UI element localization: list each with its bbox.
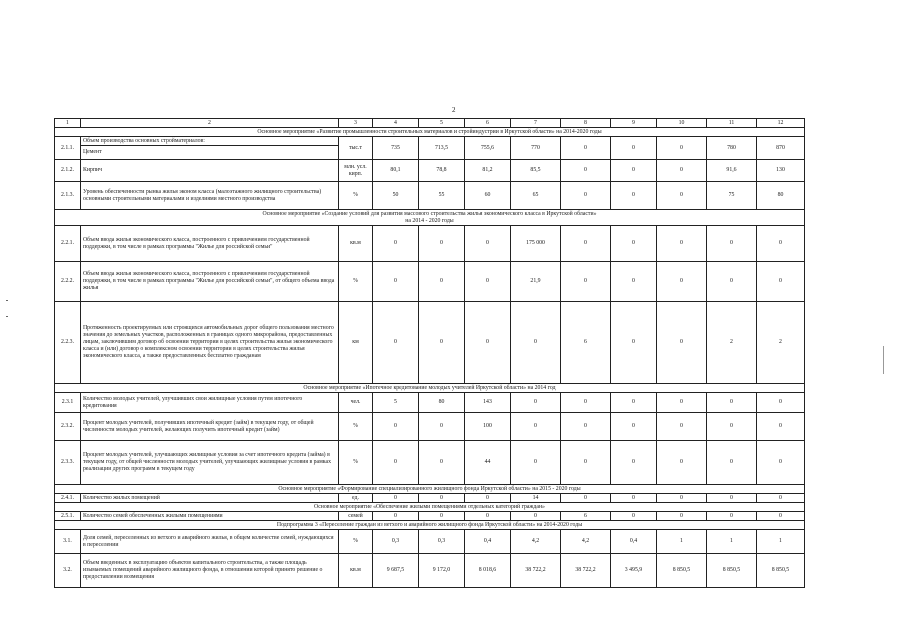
value-cell: 1 <box>757 530 805 554</box>
value-cell: 0 <box>707 494 757 503</box>
section-title: Основное мероприятие «Ипотечное кредитование молодых учителей Иркутской области» на 2014 год <box>55 384 805 393</box>
value-cell: 2 <box>707 302 757 384</box>
value-cell: 38 722,2 <box>511 554 561 588</box>
value-cell: 44 <box>465 441 511 485</box>
value-cell: 0 <box>373 512 419 521</box>
row-id: 2.2.3. <box>55 302 81 384</box>
value-cell: 0 <box>611 494 657 503</box>
table-row <box>55 302 805 384</box>
value-cell: 14 <box>511 494 561 503</box>
value-cell: 80 <box>419 393 465 413</box>
value-cell: 0 <box>561 160 611 182</box>
value-cell: 0,4 <box>611 530 657 554</box>
section-title-row <box>55 521 805 530</box>
value-cell: 1 <box>707 530 757 554</box>
value-cell: 8 018,6 <box>465 554 511 588</box>
value-cell: 0 <box>511 393 561 413</box>
value-cell: 175 000 <box>511 226 561 262</box>
value-cell: 0 <box>561 494 611 503</box>
header-cell: 3 <box>339 119 373 128</box>
row-label: Объем ввода жилья экономического класса, построенного с привлечением государственной поддержки, в том числе в рамках программы "Жилье для российской семьи" <box>81 226 339 262</box>
value-cell: 9 172,0 <box>419 554 465 588</box>
value-cell: 9 687,5 <box>373 554 419 588</box>
value-cell: 735 <box>373 137 419 160</box>
table-row <box>55 413 805 441</box>
value-cell: 0 <box>561 137 611 160</box>
row-unit: % <box>339 413 373 441</box>
value-cell: 0 <box>611 413 657 441</box>
row-unit: кв.м <box>339 226 373 262</box>
row-unit: тыс.т <box>339 137 373 160</box>
header-cell: 12 <box>757 119 805 128</box>
row-id: 2.3.1 <box>55 393 81 413</box>
value-cell: 0 <box>707 262 757 302</box>
header-cell: 9 <box>611 119 657 128</box>
value-cell: 100 <box>465 413 511 441</box>
value-cell: 0 <box>757 413 805 441</box>
value-cell: 0 <box>657 160 707 182</box>
row-id: 2.2.1. <box>55 226 81 262</box>
row-id: 2.4.1. <box>55 494 81 503</box>
value-cell: 0 <box>465 302 511 384</box>
header-cell: 6 <box>465 119 511 128</box>
table-body <box>55 119 805 588</box>
value-cell: 0 <box>757 393 805 413</box>
value-cell: 0 <box>611 160 657 182</box>
section-title: Основное мероприятие «Обеспечение жилыми помещениями отдельных категорий граждан» <box>55 503 805 512</box>
value-cell: 0,3 <box>419 530 465 554</box>
value-cell: 8 850,5 <box>757 554 805 588</box>
value-cell: 0 <box>373 262 419 302</box>
value-cell: 0,3 <box>373 530 419 554</box>
value-cell: 0 <box>373 413 419 441</box>
value-cell: 0 <box>611 182 657 210</box>
header-row <box>55 119 805 128</box>
value-cell: 0 <box>419 441 465 485</box>
value-cell: 4,2 <box>561 530 611 554</box>
value-cell: 0,4 <box>465 530 511 554</box>
value-cell: 0 <box>757 441 805 485</box>
value-cell: 65 <box>511 182 561 210</box>
table-row <box>55 441 805 485</box>
value-cell: 0 <box>657 137 707 160</box>
value-cell: 0 <box>419 413 465 441</box>
value-cell: 0 <box>465 494 511 503</box>
value-cell: 130 <box>757 160 805 182</box>
value-cell: 0 <box>611 302 657 384</box>
value-cell: 870 <box>757 137 805 160</box>
table-row <box>55 137 805 146</box>
row-id: 2.1.1. <box>55 137 81 160</box>
section-title-row <box>55 384 805 393</box>
value-cell: 0 <box>373 494 419 503</box>
row-unit: км <box>339 302 373 384</box>
value-cell: 0 <box>419 302 465 384</box>
value-cell: 0 <box>757 262 805 302</box>
value-cell: 8 850,5 <box>707 554 757 588</box>
section-title: Основное мероприятие «Развитие промышленности строительных материалов и стройиндустрии в Иркутской области» на 2014-2020 годы <box>55 128 805 137</box>
value-cell: 21,9 <box>511 262 561 302</box>
row-id: 2.3.3. <box>55 441 81 485</box>
row-label: Протяженность проектируемых или строящихся автомобильных дорог общего пользования местного значения до земельных участков, расположенных в границах одного микрорайона, предоставленных лицам, заключившим договор об освоении территории в целях строительства жилья экономического класса и (или) договор о комплексном освоении территории в целях строительства жилья экономического класса, а также предоставленных бесплатно гражданам <box>81 302 339 384</box>
section-title <box>55 210 805 226</box>
header-cell: 10 <box>657 119 707 128</box>
value-cell: 0 <box>757 494 805 503</box>
header-cell: 4 <box>373 119 419 128</box>
value-cell: 0 <box>465 226 511 262</box>
row-unit: семей <box>339 512 373 521</box>
value-cell: 75 <box>707 182 757 210</box>
header-cell: 1 <box>55 119 81 128</box>
value-cell: 0 <box>707 226 757 262</box>
scan-mark <box>883 346 884 374</box>
value-cell: 8 850,5 <box>657 554 707 588</box>
row-unit: % <box>339 530 373 554</box>
header-cell: 11 <box>707 119 757 128</box>
value-cell: 0 <box>611 226 657 262</box>
row-unit: кв.м <box>339 554 373 588</box>
value-cell: 0 <box>373 441 419 485</box>
row-label: Процент молодых учителей, улучшающих жилищные условия за счет ипотечного кредита (займа) в текущем году, от общей численности молодых учителей, улучшающих жилищные условия в рамках реализации других программ в текущем году <box>81 441 339 485</box>
table-row <box>55 182 805 210</box>
value-cell: 85,5 <box>511 160 561 182</box>
value-cell: 143 <box>465 393 511 413</box>
indicators-table <box>54 118 805 588</box>
header-cell: 7 <box>511 119 561 128</box>
scan-mark <box>6 316 8 317</box>
value-cell: 38 722,2 <box>561 554 611 588</box>
table-row <box>55 554 805 588</box>
row-id: 2.1.2. <box>55 160 81 182</box>
table-row <box>55 226 805 262</box>
row-unit: млн. усл. кирп. <box>339 160 373 182</box>
value-cell: 0 <box>611 393 657 413</box>
value-cell: 0 <box>657 494 707 503</box>
row-id: 3.2. <box>55 554 81 588</box>
value-cell: 0 <box>707 413 757 441</box>
value-cell: 0 <box>657 441 707 485</box>
value-cell: 0 <box>511 512 561 521</box>
row-id: 2.5.1. <box>55 512 81 521</box>
row-label: Количество жилых помещений <box>81 494 339 503</box>
row-unit: ед. <box>339 494 373 503</box>
row-unit: % <box>339 441 373 485</box>
value-cell: 0 <box>419 226 465 262</box>
value-cell: 0 <box>419 494 465 503</box>
value-cell: 770 <box>511 137 561 160</box>
value-cell: 0 <box>707 441 757 485</box>
value-cell: 0 <box>707 512 757 521</box>
row-label: Количество молодых учителей, улучшивших свои жилищные условия путем ипотечного кредитования <box>81 393 339 413</box>
value-cell: 0 <box>561 182 611 210</box>
value-cell: 60 <box>465 182 511 210</box>
value-cell: 0 <box>757 226 805 262</box>
value-cell: 4,2 <box>511 530 561 554</box>
value-cell: 0 <box>657 262 707 302</box>
value-cell: 0 <box>419 262 465 302</box>
row-label: Объем введенных в эксплуатацию объектов капитального строительства, а также площадь изымаемых помещений аварийного жилищного фонда, в отношении которой принято решение о предоставлении возмещения <box>81 554 339 588</box>
section-title-line: Основное мероприятие «Создание условий для развития массового строительства жилья экономического класса в Иркутской области» <box>262 210 597 217</box>
page-number: 2 <box>452 106 456 114</box>
value-cell: 78,8 <box>419 160 465 182</box>
value-cell: 755,6 <box>465 137 511 160</box>
value-cell: 0 <box>465 512 511 521</box>
value-cell: 0 <box>511 413 561 441</box>
value-cell: 0 <box>611 262 657 302</box>
value-cell: 0 <box>561 262 611 302</box>
value-cell: 6 <box>561 512 611 521</box>
row-label: Кирпич <box>81 160 339 182</box>
value-cell: 0 <box>373 226 419 262</box>
row-label: Доля семей, переселенных из ветхого и аварийного жилья, в общем количестве семей, нуждающихся в переселении <box>81 530 339 554</box>
value-cell: 0 <box>657 393 707 413</box>
row-unit: % <box>339 262 373 302</box>
value-cell: 55 <box>419 182 465 210</box>
row-label: Цемент <box>81 146 339 160</box>
section-title-row <box>55 128 805 137</box>
row-label: Объем ввода жилья экономического класса, построенного с привлечением государственной поддержки, в том числе в рамках программы "Жилье для российской семьи", от общего объема ввода жилья <box>81 262 339 302</box>
value-cell: 81,2 <box>465 160 511 182</box>
section-title-row <box>55 503 805 512</box>
value-cell: 1 <box>657 530 707 554</box>
value-cell: 0 <box>611 441 657 485</box>
section-title: Основное мероприятие «Формирование специализированного жилищного фонда Иркутской области» на 2015 - 2020 годы <box>55 485 805 494</box>
value-cell: 6 <box>561 302 611 384</box>
table-row <box>55 494 805 503</box>
value-cell: 2 <box>757 302 805 384</box>
row-label: Количество семей обеспеченных жилыми помещениями <box>81 512 339 521</box>
value-cell: 0 <box>657 226 707 262</box>
value-cell: 91,6 <box>707 160 757 182</box>
value-cell: 0 <box>465 262 511 302</box>
row-id: 2.2.2. <box>55 262 81 302</box>
value-cell: 0 <box>611 137 657 160</box>
value-cell: 0 <box>561 226 611 262</box>
value-cell: 80 <box>757 182 805 210</box>
table-row <box>55 160 805 182</box>
value-cell: 713,5 <box>419 137 465 160</box>
value-cell: 0 <box>657 302 707 384</box>
header-cell: 5 <box>419 119 465 128</box>
section-title: Подпрограмма 3 «Переселение граждан из ветхого и аварийного жилищного фонда Иркутской области» на 2014-2020 годы <box>55 521 805 530</box>
header-cell: 2 <box>81 119 339 128</box>
value-cell: 0 <box>561 393 611 413</box>
scan-mark <box>6 300 8 301</box>
value-cell: 0 <box>561 441 611 485</box>
value-cell: 50 <box>373 182 419 210</box>
value-cell: 0 <box>611 512 657 521</box>
table-row <box>55 530 805 554</box>
section-title-line: на 2014 - 2020 годы <box>405 217 454 224</box>
value-cell: 0 <box>511 441 561 485</box>
section-title-row <box>55 485 805 494</box>
value-cell: 0 <box>561 413 611 441</box>
row-label: Объем производства основных стройматериалов: <box>81 137 339 146</box>
row-label: Процент молодых учителей, получивших ипотечный кредит (займ) в текущем году, от общей численности молодых учителей, желающих получить ипотечный кредит (займ) <box>81 413 339 441</box>
section-title-row <box>55 210 805 226</box>
value-cell: 0 <box>657 512 707 521</box>
row-label: Уровень обеспеченности рынка жилья эконом класса (малоэтажного жилищного строительства) основными строительными материалами и изделиями местного производства <box>81 182 339 210</box>
value-cell: 0 <box>757 512 805 521</box>
row-id: 2.1.3. <box>55 182 81 210</box>
value-cell: 780 <box>707 137 757 160</box>
row-id: 3.1. <box>55 530 81 554</box>
value-cell: 3 495,9 <box>611 554 657 588</box>
table-row <box>55 512 805 521</box>
value-cell: 0 <box>511 302 561 384</box>
value-cell: 0 <box>419 512 465 521</box>
row-unit: % <box>339 182 373 210</box>
value-cell: 0 <box>657 182 707 210</box>
table-row <box>55 262 805 302</box>
value-cell: 0 <box>707 393 757 413</box>
row-id: 2.3.2. <box>55 413 81 441</box>
row-unit: чел. <box>339 393 373 413</box>
value-cell: 0 <box>657 413 707 441</box>
table-row <box>55 393 805 413</box>
value-cell: 80,1 <box>373 160 419 182</box>
value-cell: 0 <box>373 302 419 384</box>
header-cell: 8 <box>561 119 611 128</box>
value-cell: 5 <box>373 393 419 413</box>
